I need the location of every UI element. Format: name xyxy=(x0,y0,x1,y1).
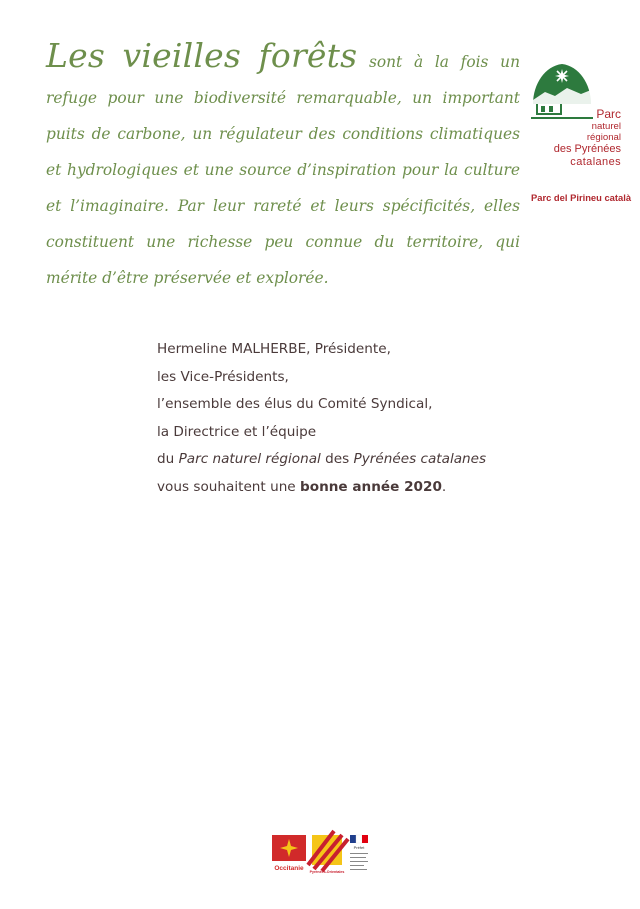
logo-line-regional: régional xyxy=(586,132,621,143)
greeting-line: la Directrice et l’équipe xyxy=(157,423,317,440)
greeting-line-wishes xyxy=(157,474,577,502)
occitanie-cross-icon xyxy=(272,835,306,877)
intro-paragraph xyxy=(46,38,520,296)
prefet-text: Préfet xyxy=(353,845,365,850)
intro-lead-title: Les vieilles forêts xyxy=(46,36,358,75)
greeting-text: . xyxy=(441,478,447,495)
park-logo xyxy=(529,56,632,212)
greeting-line: Hermeline MALHERBE, Présidente, xyxy=(157,341,391,357)
prefet-logo xyxy=(348,835,370,877)
park-name-italic: Parc naturel régional xyxy=(178,451,321,467)
pyrenees-orientales-text: Pyrénées-Orientales xyxy=(309,870,345,874)
logo-line-des-pyrenees: des Pyrénées xyxy=(553,143,621,155)
greeting-line-park xyxy=(157,446,577,474)
catalan-flag-icon xyxy=(309,835,345,877)
logo-line-naturel: naturel xyxy=(591,121,621,132)
marianne-icon xyxy=(348,835,370,877)
occitanie-logo xyxy=(272,835,306,877)
logo-line-catalanes: catalanes xyxy=(570,156,621,168)
logo-line-parc: Parc xyxy=(596,107,621,121)
greeting-text: vous souhaitent une xyxy=(157,478,300,495)
occitanie-logo-text: Occitanie xyxy=(274,865,304,872)
greeting-block xyxy=(157,336,577,501)
new-year-wish: bonne année 2020 xyxy=(300,478,442,495)
greeting-text: du xyxy=(157,451,179,467)
greeting-line: l’ensemble des élus du Comité Syndical, xyxy=(157,396,433,412)
greeting-line: les Vice-Présidents, xyxy=(157,368,289,385)
region-name-italic: Pyrénées catalanes xyxy=(353,451,487,467)
intro-body-text: sont à la fois un refuge pour une biodiversité remarquable, un important puits de carbone, un régulateur des conditions climatiques et hydrologiques et une source d’inspiration pour la culture et l’imaginaire. Par leur rareté et leurs spécificités, elles constituent une richesse peu connue du territoire, qui mérite d’être préservée et explorée. xyxy=(46,53,520,287)
greeting-text: des xyxy=(320,451,354,467)
pyrenees-orientales-logo xyxy=(309,835,345,877)
logo-line-catalan-name: Parc del Pirineu català xyxy=(531,192,632,203)
